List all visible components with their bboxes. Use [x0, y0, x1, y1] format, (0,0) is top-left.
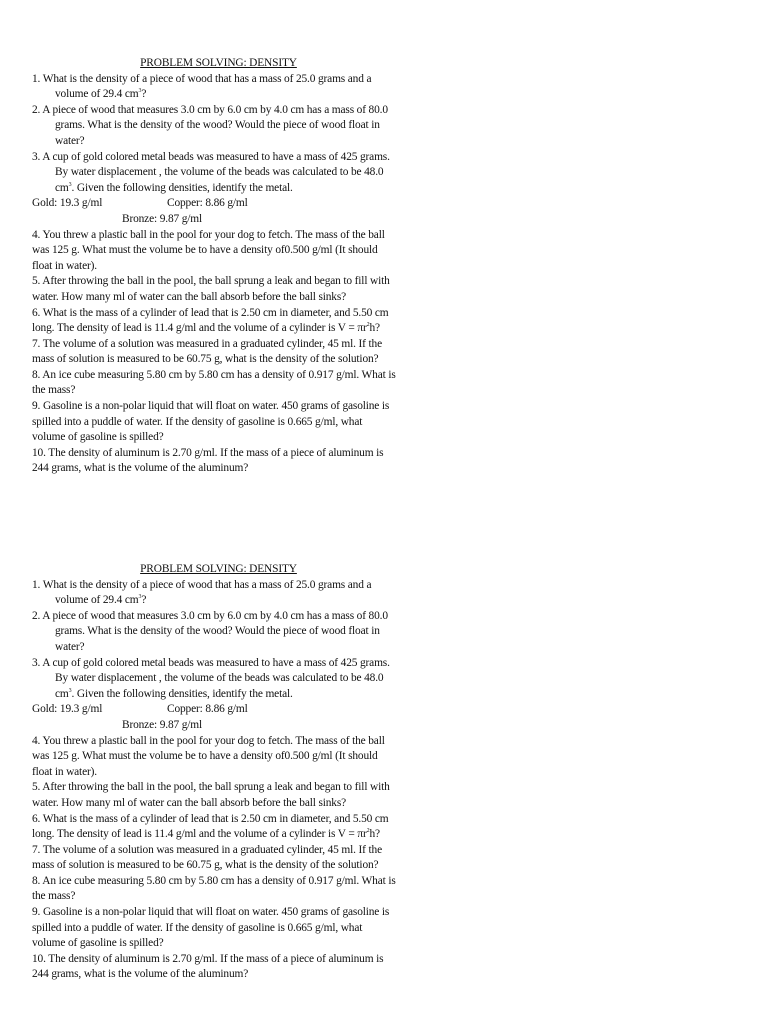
question-1: 1. What is the density of a piece of wood that has a mass of 25.0 grams and a volume of 29.4 $cm^3$? — [32, 72, 372, 101]
question-2: 2. A piece of wood that measures 3.0 cm by 6.0 cm by 4.0 cm has a mass of 80.0 grams. What is the density of the wood? Would the piece of wood float in water? — [32, 609, 388, 653]
question-5: 5. After throwing the ball in the pool, the ball sprung a leak and began to fill with water. How many ml of water can the ball absorb before the ball sinks? — [32, 781, 390, 809]
question-10: 10. The density of aluminum is 2.70 g/ml. If the mass of a piece of aluminum is 244 grams, what is the volume of the aluminum? — [32, 952, 384, 981]
question-7: 7. The volume of a solution was measured in a graduated cylinder, 45 ml. If the mass of solution is measured to be 60.75 g, what is the density of the solution? — [32, 843, 382, 872]
question-1: 1. What is the density of a piece of wood that has a mass of 25.0 grams and a volume of 29.4 $cm^3$? — [32, 578, 372, 607]
question-4: 4. You threw a plastic ball in the pool for your dog to fetch. The mass of the ball was 125 g. What must the volume be to have a density of0.500 g/ml (It should float in water). — [32, 228, 385, 272]
question-10: 10. The density of aluminum is 2.70 g/ml. If the mass of a piece of aluminum is 244 grams, what is the volume of the aluminum? — [32, 446, 384, 475]
worksheet-title: PROBLEM SOLVING: DENSITY — [140, 563, 297, 575]
worksheet-title: PROBLEM SOLVING: DENSITY — [140, 57, 297, 69]
density-row — [32, 196, 397, 212]
density-row — [32, 718, 397, 734]
question-4: 4. You threw a plastic ball in the pool for your dog to fetch. The mass of the ball was 125 g. What must the volume be to have a density of0.500 g/ml (It should float in water). — [32, 734, 385, 778]
density-row — [32, 702, 397, 718]
bronze-density: Bronze: 9.87 g/ml — [122, 212, 203, 225]
question-9: 9. Gasoline is a non-polar liquid that will float on water. 450 grams of gasoline is spilled into a puddle of water. If the density of gasoline is 0.665 g/ml, what volume of gasoline is spilled? — [32, 400, 390, 444]
question-2: 2. A piece of wood that measures 3.0 cm by 6.0 cm by 4.0 cm has a mass of 80.0 grams. What is the density of the wood? Would the piece of wood float in water? — [32, 103, 388, 147]
question-8: 8. An ice cube measuring 5.80 cm by 5.80 cm has a density of 0.917 g/ml. What is the mass? — [32, 368, 396, 397]
gold-density: Gold: 19.3 g/ml — [32, 703, 103, 716]
copper-density: Copper: 8.86 g/ml — [167, 703, 248, 716]
gold-density: Gold: 19.3 g/ml — [32, 197, 103, 210]
question-5: 5. After throwing the ball in the pool, the ball sprung a leak and began to fill with water. How many ml of water can the ball absorb before the ball sinks? — [32, 275, 390, 303]
copper-density: Copper: 8.86 g/ml — [167, 197, 248, 210]
question-8: 8. An ice cube measuring 5.80 cm by 5.80 cm has a density of 0.917 g/ml. What is the mass? — [32, 874, 396, 903]
question-7: 7. The volume of a solution was measured in a graduated cylinder, 45 ml. If the mass of solution is measured to be 60.75 g, what is the density of the solution? — [32, 337, 382, 366]
question-3: 3. A cup of gold colored metal beads was measured to have a mass of 425 grams. By water displacement , the volume of the beads was calculated to be 48.0 $cm^3$. Given the following densities, identify the metal. — [32, 656, 390, 700]
density-row — [32, 212, 397, 228]
question-6: 6. What is the mass of a cylinder of lead that is 2.50 cm in diameter, and 5.50 cm long. The density of lead is 11.4 g/ml and the volume of a cylinder is $V = \pi r^2h$? — [32, 812, 389, 841]
question-3: 3. A cup of gold colored metal beads was measured to have a mass of 425 grams. By water displacement , the volume of the beads was calculated to be 48.0 $cm^3$. Given the following densities, identify the metal. — [32, 150, 390, 194]
worksheet-1 — [32, 56, 397, 477]
worksheet-2 — [32, 562, 397, 983]
bronze-density: Bronze: 9.87 g/ml — [122, 718, 203, 731]
question-9: 9. Gasoline is a non-polar liquid that will float on water. 450 grams of gasoline is spilled into a puddle of water. If the density of gasoline is 0.665 g/ml, what volume of gasoline is spilled? — [32, 906, 390, 950]
question-6: 6. What is the mass of a cylinder of lead that is 2.50 cm in diameter, and 5.50 cm long. The density of lead is 11.4 g/ml and the volume of a cylinder is $V = \pi r^2h$? — [32, 306, 389, 335]
